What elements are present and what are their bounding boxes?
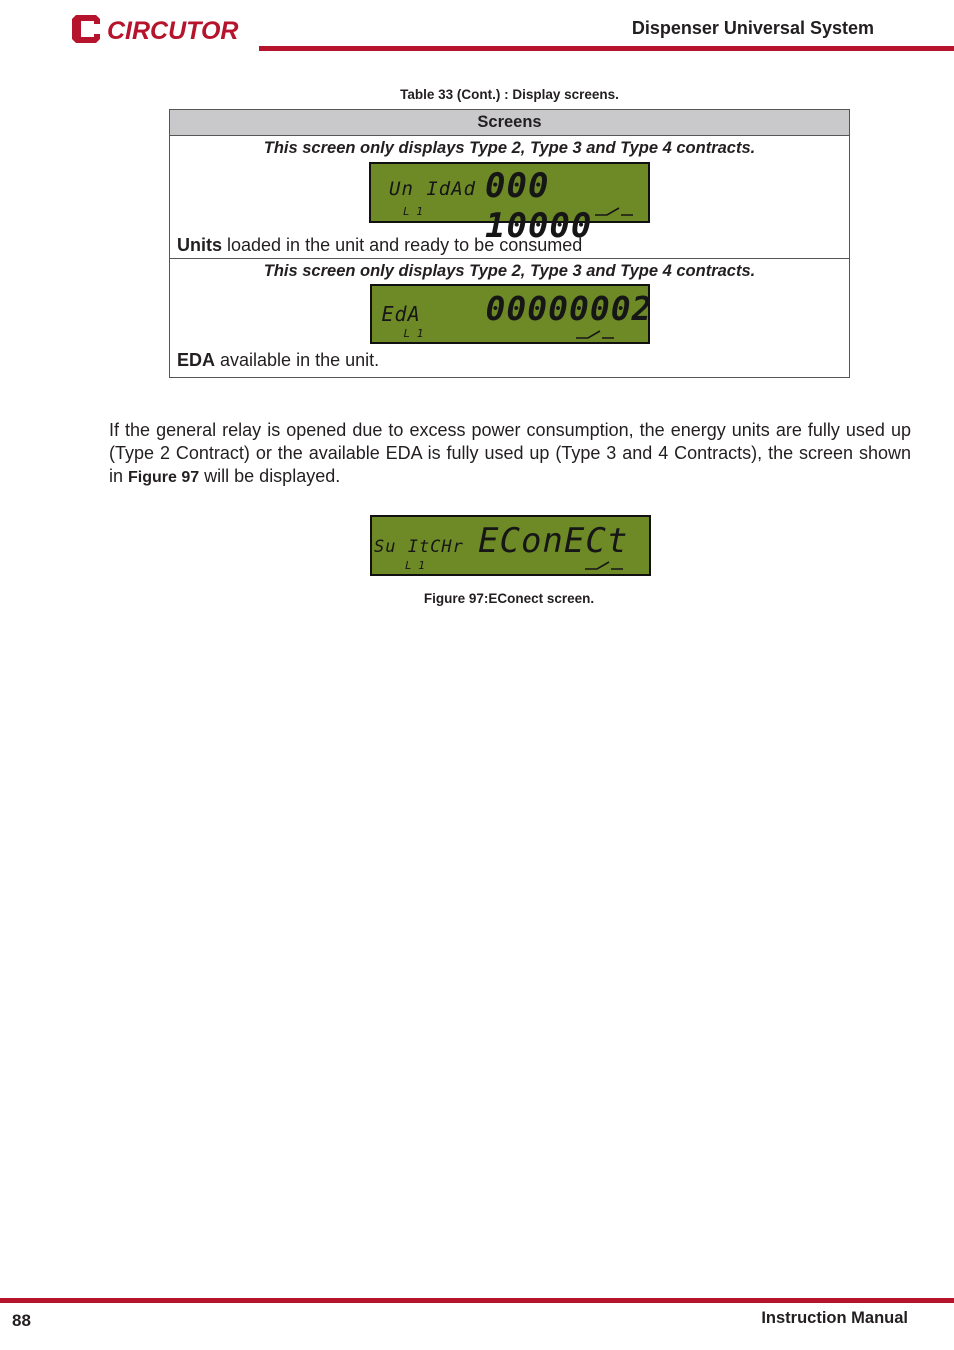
relay-switch-icon (595, 206, 635, 218)
row-description (170, 350, 849, 373)
table-row (170, 259, 850, 378)
document-title: Dispenser Universal System (631, 18, 874, 38)
lcd-line-indicator: L 1 (405, 559, 425, 572)
lcd-screen-eda (370, 284, 653, 344)
table-caption: Table 33 (Cont.) : Display screens. (400, 87, 619, 102)
paragraph-text: If the general relay is opened due to excess power consumption, the energy units are fully used up (Type 2 Contract) or the available EDA is fully used up (Type 3 and 4 Contracts), the screen shown in (109, 420, 911, 486)
lcd-line-indicator: L 1 (403, 327, 424, 340)
contract-note: This screen only displays Type 2, Type 3 and Type 4 contracts. (263, 139, 756, 157)
description-term: Units (177, 235, 222, 255)
lcd-value: 000 10000 (485, 166, 593, 246)
footer-divider (0, 1298, 954, 1303)
lcd-label: Su ItCHr (374, 537, 464, 557)
header-divider (259, 46, 954, 51)
table-row (170, 136, 850, 259)
figure-caption: Figure 97:EConect screen. (423, 591, 595, 606)
description-text: loaded in the unit and ready to be consumed (222, 235, 583, 255)
footer-title: Instruction Manual (761, 1309, 908, 1327)
display-screens-table (169, 109, 850, 378)
lcd-screen-econect (370, 515, 651, 576)
lcd-value: 00000002 (485, 289, 653, 328)
lcd-line-indicator: L 1 (403, 205, 423, 218)
lcd-label: EdA (381, 302, 421, 326)
lcd-screen-units (369, 162, 650, 246)
body-paragraph (109, 419, 911, 489)
svg-text:CIRCUTOR: CIRCUTOR (107, 17, 239, 45)
relay-switch-icon (576, 329, 616, 341)
description-text: available in the unit. (215, 350, 380, 370)
lcd-value: EConECt (478, 521, 629, 561)
contract-note: This screen only displays Type 2, Type 3 and Type 4 contracts. (263, 262, 756, 280)
lcd-label: Un IdAd (389, 178, 477, 200)
figure-reference: Figure 97 (128, 469, 200, 486)
page-number: 88 (12, 1311, 31, 1330)
relay-switch-icon (585, 560, 625, 572)
circutor-logo (70, 12, 250, 46)
table-header-screens: Screens (170, 110, 850, 136)
description-term: EDA (177, 350, 216, 370)
paragraph-text-end: will be displayed. (199, 466, 341, 486)
